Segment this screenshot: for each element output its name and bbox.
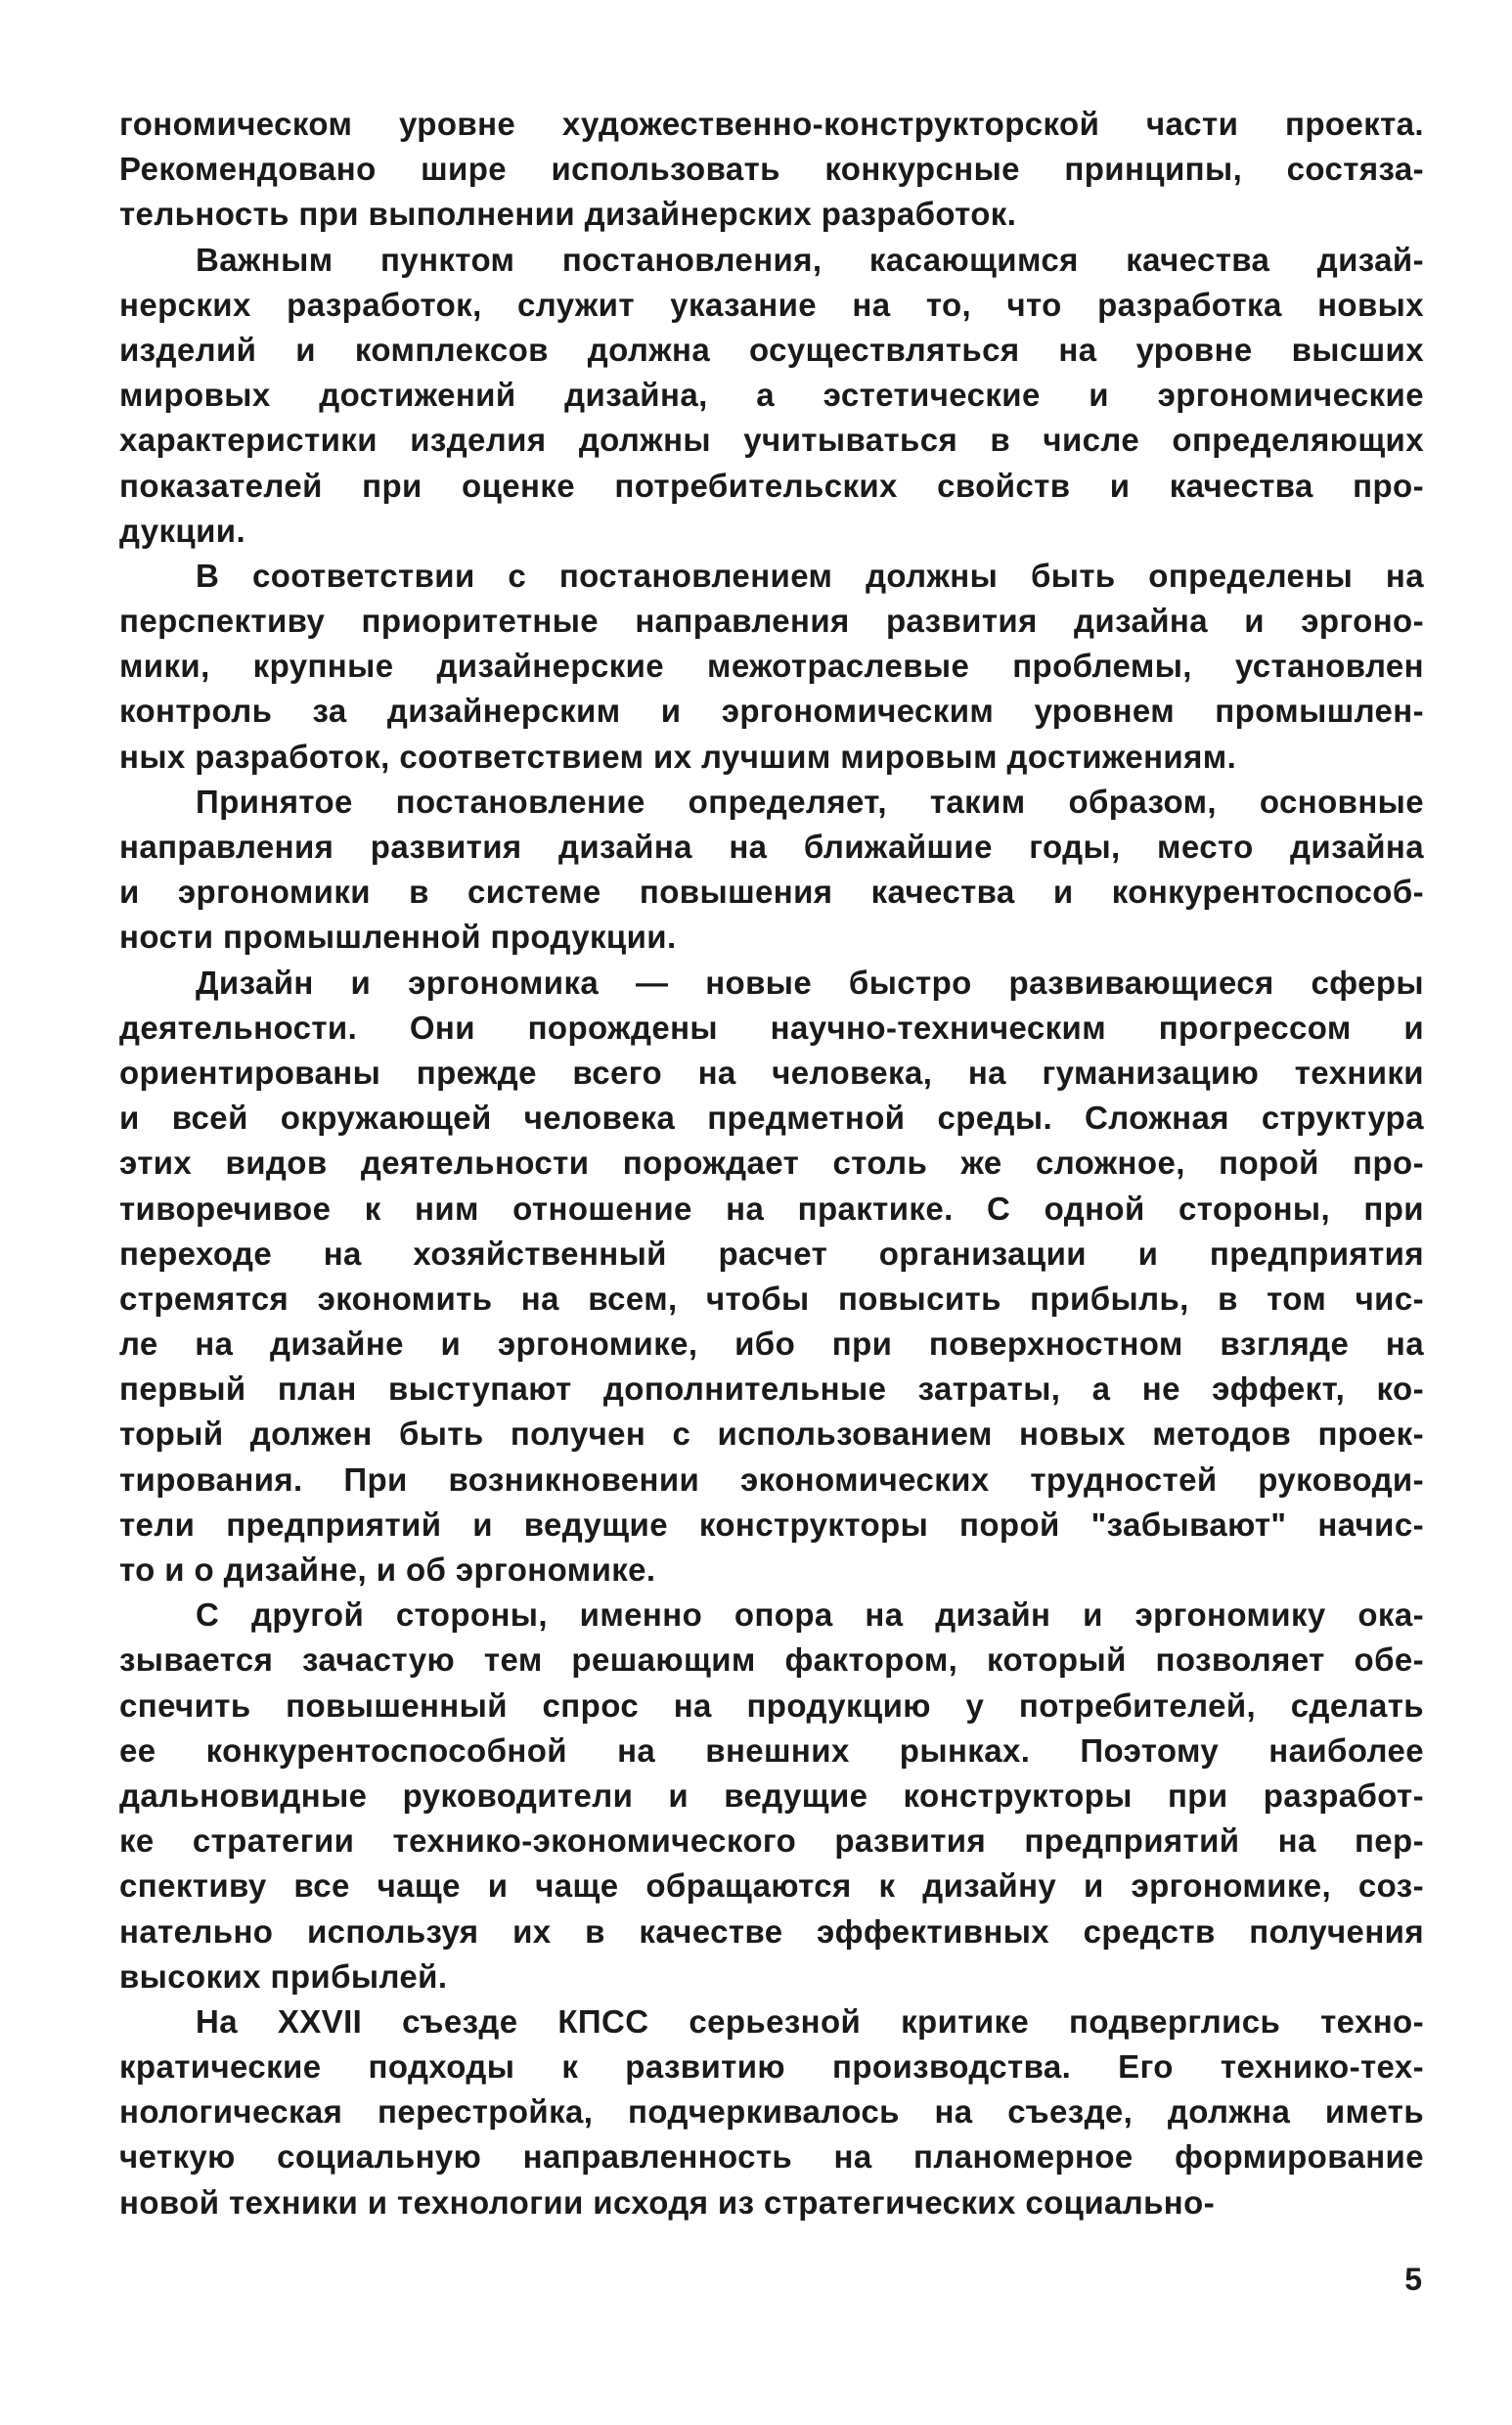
body-text xyxy=(119,102,1424,2225)
text-line: перспективу приоритетные направления развития дизайна и эргоно- xyxy=(119,603,1424,640)
text-line: высоких прибылей. xyxy=(119,1957,448,1995)
text-line: ле на дизайне и эргономике, ибо при поверхностном взгляде на xyxy=(119,1325,1424,1363)
text-line: дукции. xyxy=(119,512,246,549)
text-line: зывается зачастую тем решающим фактором, который позволяет обе- xyxy=(119,1641,1424,1679)
paragraph xyxy=(119,102,1424,238)
text-line: Важным пунктом постановления, касающимся качества дизай- xyxy=(196,241,1424,278)
text-line: кратические подходы к развитию производства. Его технико-тех- xyxy=(119,2048,1424,2086)
text-line: дальновидные руководители и ведущие конструкторы при разработ- xyxy=(119,1776,1424,1814)
paragraph xyxy=(119,1593,1424,1999)
text-line: С другой стороны, именно опора на дизайн и эргономику ока- xyxy=(196,1596,1424,1634)
paragraph xyxy=(119,961,1424,1594)
paragraph xyxy=(119,780,1424,961)
text-line: нательно используя их в качестве эффективных средств получения xyxy=(119,1912,1424,1950)
text-line: первый план выступают дополнительные затраты, а не эффект, ко- xyxy=(119,1370,1424,1408)
text-line: торый должен быть получен с использованием новых методов проек- xyxy=(119,1415,1424,1453)
text-line: ориентированы прежде всего на человека, на гуманизацию техники xyxy=(119,1054,1424,1091)
text-line: стремятся экономить на всем, чтобы повысить прибыль, в том чис- xyxy=(119,1280,1424,1317)
text-line: показателей при оценке потребительских свойств и качества про- xyxy=(119,467,1424,504)
text-line: характеристики изделия должны учитываться в числе определяющих xyxy=(119,422,1424,459)
text-line: спечить повышенный спрос на продукцию у потребителей, сделать xyxy=(119,1686,1424,1724)
text-line: мики, крупные дизайнерские межотраслевые проблемы, установлен xyxy=(119,648,1424,685)
text-line: Дизайн и эргономика — новые быстро развивающиеся сферы xyxy=(196,964,1424,1001)
text-line: нерских разработок, служит указание на то, что разработка новых xyxy=(119,286,1424,323)
text-line: контроль за дизайнерским и эргономическим уровнем промышлен- xyxy=(119,693,1424,730)
text-line: ке стратегии технико-экономического развития предприятий на пер- xyxy=(119,1822,1424,1860)
text-line: спективу все чаще и чаще обращаются к дизайну и эргономике, соз- xyxy=(119,1867,1424,1905)
text-line: тельность при выполнении дизайнерских разработок. xyxy=(119,196,1017,233)
text-line: и всей окружающей человека предметной среды. Сложная структура xyxy=(119,1100,1424,1137)
text-line: ных разработок, соответствием их лучшим мировым достижениям. xyxy=(119,738,1237,775)
text-line: то и о дизайне, и об эргономике. xyxy=(119,1551,656,1588)
text-line: Рекомендовано шире использовать конкурсные принципы, состяза- xyxy=(119,151,1424,188)
paragraph xyxy=(119,238,1424,554)
text-line: направления развития дизайна на ближайшие годы, место дизайна xyxy=(119,829,1424,865)
text-line: деятельности. Они порождены научно-техническим прогрессом и xyxy=(119,1009,1424,1046)
text-line: На XXVII съезде КПСС серьезной критике подверглись техно- xyxy=(196,2002,1424,2040)
paragraph xyxy=(119,554,1424,780)
text-line: Принятое постановление определяет, таким образом, основные xyxy=(196,783,1424,820)
text-line: этих видов деятельности порождает столь же сложное, порой про- xyxy=(119,1145,1424,1182)
text-line: тиворечивое к ним отношение на практике. С одной стороны, при xyxy=(119,1190,1424,1227)
text-line: тели предприятий и ведущие конструкторы порой "забывают" начис- xyxy=(119,1505,1424,1543)
text-line: ности промышленной продукции. xyxy=(119,919,677,956)
text-line: новой техники и технологии исходя из стратегических социально- xyxy=(119,2183,1216,2221)
text-line: мировых достижений дизайна, а эстетические и эргономические xyxy=(119,377,1424,414)
page-number: 5 xyxy=(1404,2262,1422,2297)
text-line: изделий и комплексов должна осуществляться на уровне высших xyxy=(119,331,1424,368)
text-line: гономическом уровне художественно-конструкторской части проекта. xyxy=(119,106,1424,142)
text-line: ее конкурентоспособной на внешних рынках. Поэтому наиболее xyxy=(119,1731,1424,1769)
text-line: переходе на хозяйственный расчет организации и предприятия xyxy=(119,1235,1424,1272)
text-line: тирования. При возникновении экономических трудностей руководи- xyxy=(119,1460,1424,1498)
text-line: и эргономики в системе повышения качества и конкурентоспособ- xyxy=(119,874,1424,911)
text-line: четкую социальную направленность на планомерное формирование xyxy=(119,2138,1424,2176)
text-line: В соответствии с постановлением должны быть определены на xyxy=(196,557,1424,594)
text-line: нологическая перестройка, подчеркивалось на съезде, должна иметь xyxy=(119,2093,1424,2131)
paragraph xyxy=(119,1999,1424,2225)
